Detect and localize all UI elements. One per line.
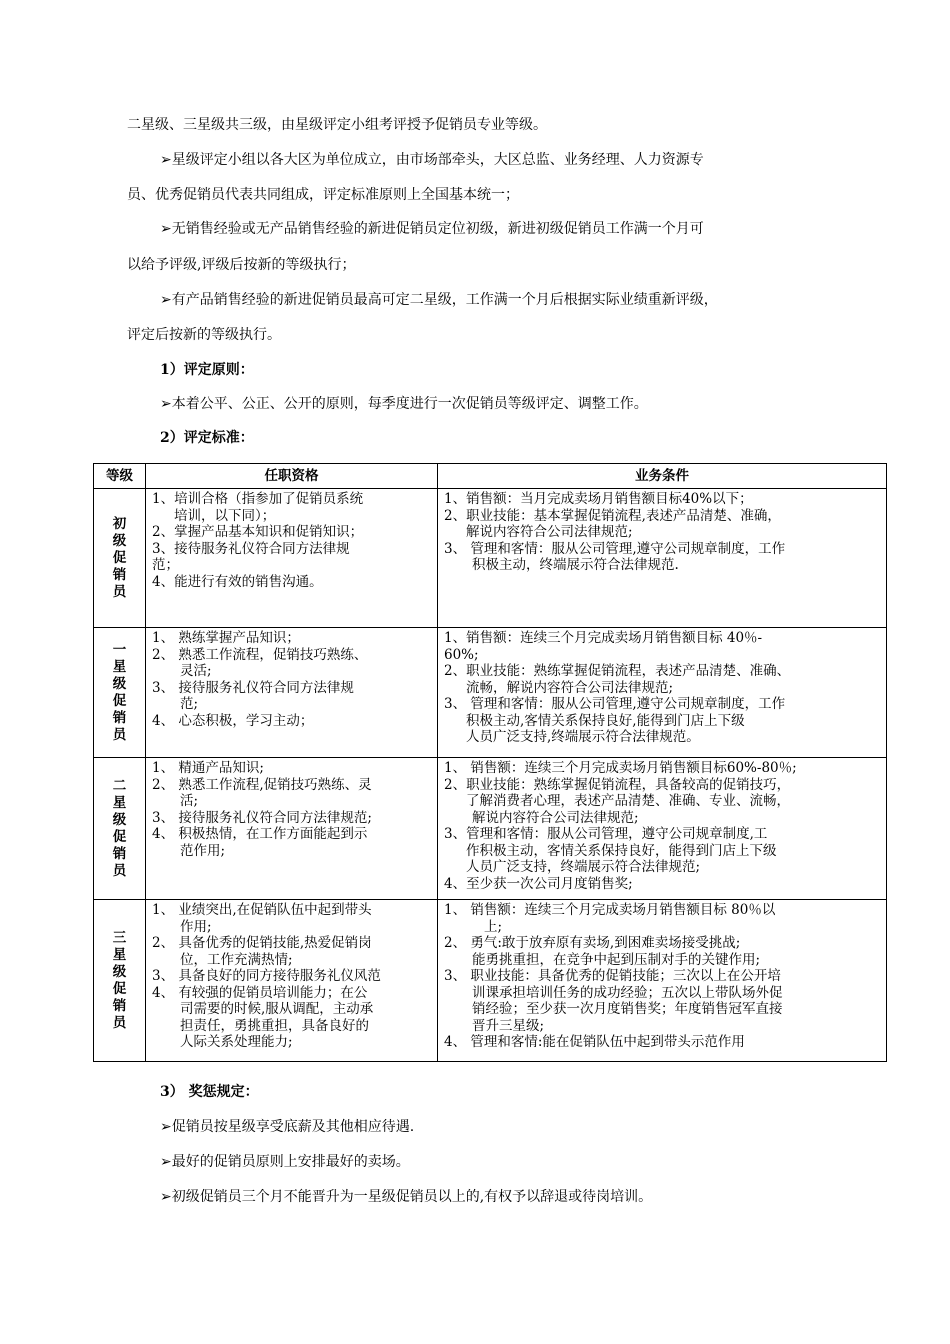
paragraph-line: 以给予评级,评级后按新的等级执行；	[127, 257, 356, 273]
table-row	[94, 489, 887, 628]
rating-standard-table	[93, 463, 887, 1062]
qualification-cell: 1、 业绩突出,在促销队伍中起到带头 作用; 2、 具备优秀的促销技能,热爱促销岗 位，工作充满热情; 3、 具备良好的同方接待服务礼仪风范 4、 有较强的促销员培训能力；在公 司需要的时候,服从调配，主动承 担责任，勇挑重担，具备良好的 人际关系处理能力;	[146, 900, 438, 1062]
business-cell: 1、销售额：连续三个月完成卖场月销售额目标 40％- 60%; 2、职业技能：熟练掌握促销流程，表述产品清楚、准确、 流畅，解说内容符合公司法律规范; 3、 管理和客情：服从公司管理,遵守公司规章制度，工作 积极主动,客情关系保持良好,能得到门店上下级 人员广泛支持,终端展示符合法律规范。	[438, 628, 887, 758]
section-heading: 3） 奖惩规定：	[160, 1084, 259, 1100]
paragraph-line: 评定后按新的等级执行。	[127, 327, 281, 343]
table-row	[94, 900, 887, 1062]
paragraph-line: ➢无销售经验或无产品销售经验的新进促销员定位初级，新进初级促销员工作满一个月可	[160, 221, 704, 237]
paragraph-line: ➢星级评定小组以各大区为单位成立，由市场部牵头，大区总监、业务经理、人力资源专	[160, 152, 704, 168]
paragraph-line: ➢有产品销售经验的新进促销员最高可定二星级，工作满一个月后根据实际业绩重新评级，	[160, 292, 718, 308]
table-header-row	[94, 464, 887, 489]
level-cell: 三 星 级 促 销 员	[94, 900, 146, 1062]
business-cell: 1、销售额：当月完成卖场月销售额目标40%以下； 2、职业技能：基本掌握促销流程,表述产品清楚、准确， 解说内容符合公司法律规范; 3、 管理和客情：服从公司管理,遵守公司规章制度，工作 积极主动，终端展示符合法律规范.	[438, 489, 887, 628]
business-cell: 1、 销售额：连续三个月完成卖场月销售额目标 80％以 上; 2、 勇气:敢于放弃原有卖场,到困难卖场接受挑战; 能勇挑重担，在竞争中起到压制对手的关键作用; 3、 职业技能：具备优秀的促销技能；三次以上在公开培 训课承担培训任务的成功经验；五次以上带队场外促 销经验；至少获一次月度销售奖；年度销售冠军直接 晋升三星级; 4、 管理和客情:能在促销队伍中起到带头示范作用	[438, 900, 887, 1062]
table-row	[94, 758, 887, 900]
level-cell: 一 星 级 促 销 员	[94, 628, 146, 758]
paragraph-line: 员、优秀促销员代表共同组成，评定标准原则上全国基本统一；	[127, 187, 519, 203]
list-item: ➢最好的促销员原则上安排最好的卖场。	[160, 1154, 410, 1170]
level-cell: 初 级 促 销 员	[94, 489, 146, 628]
header-business: 业务条件	[438, 464, 887, 489]
qualification-cell: 1、 熟练掌握产品知识； 2、 熟悉工作流程，促销技巧熟练、 灵活; 3、 接待服务礼仪符合同方法律规 范; 4、 心态积极，学习主动；	[146, 628, 438, 758]
list-item: ➢促销员按星级享受底薪及其他相应待遇.	[160, 1119, 415, 1135]
section-heading: 2）评定标准：	[160, 430, 254, 446]
header-level: 等级	[94, 464, 146, 489]
qualification-cell: 1、 精通产品知识; 2、 熟悉工作流程,促销技巧熟练、灵 活; 3、 接待服务礼仪符合同方法律规范; 4、 积极热情，在工作方面能起到示 范作用;	[146, 758, 438, 900]
business-cell: 1、 销售额：连续三个月完成卖场月销售额目标60%-80％; 2、职业技能：熟练掌握促销流程，具备较高的促销技巧， 了解消费者心理，表述产品清楚、准确、专业、流畅， 解说内容符合公司法律规范; 3、管理和客情：服从公司管理，遵守公司规章制度,工 作积极主动，客情关系保持良好，能得到门店上下级 人员广泛支持，终端展示符合法律规范; 4、至少获一次公司月度销售奖;	[438, 758, 887, 900]
qualification-cell: 1、培训合格（指参加了促销员系统 培训，以下同）； 2、掌握产品基本知识和促销知识； 3、接待服务礼仪符合同方法律规 范； 4、能进行有效的销售沟通。	[146, 489, 438, 628]
section-heading: 1）评定原则：	[160, 362, 254, 378]
paragraph-line: ➢本着公平、公正、公开的原则，每季度进行一次促销员等级评定、调整工作。	[160, 396, 648, 412]
table-row	[94, 628, 887, 758]
list-item: ➢初级促销员三个月不能晋升为一星级促销员以上的,有权予以辞退或待岗培训。	[160, 1189, 653, 1205]
header-qualification: 任职资格	[146, 464, 438, 489]
level-cell: 二 星 级 促 销 员	[94, 758, 146, 900]
intro-line: 二星级、三星级共三级，由星级评定小组考评授予促销员专业等级。	[127, 117, 547, 133]
